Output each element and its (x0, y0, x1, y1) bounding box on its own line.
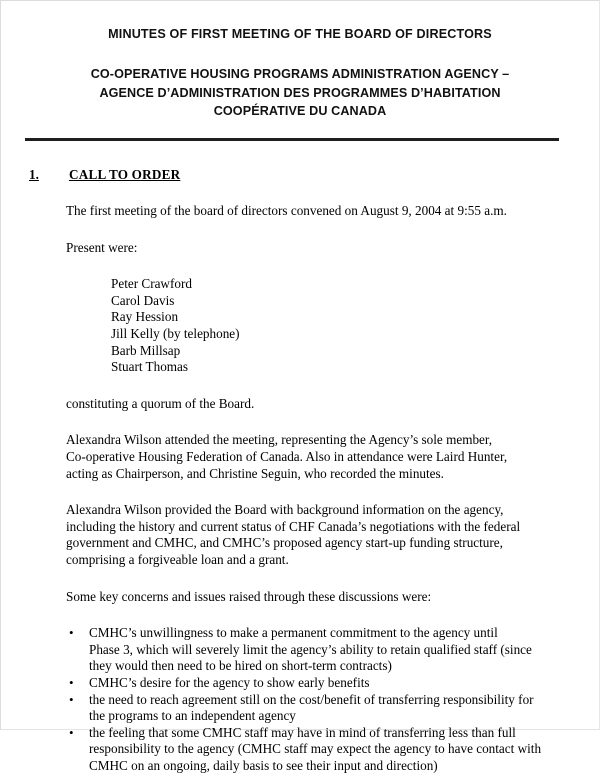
list-item-line: CMHC’s desire for the agency to show early benefits (89, 674, 370, 690)
list-item (1, 725, 599, 775)
bullet-icon: • (69, 691, 74, 707)
paragraph-attendance (1, 432, 599, 482)
paragraph-present-intro: Present were: (66, 239, 138, 255)
attendee-list (1, 276, 599, 376)
section-call-to-order (1, 167, 599, 184)
paragraph-attendance-line-3: acting as Chairperson, and Christine Seguin, who recorded the minutes. (66, 465, 444, 481)
paragraph-background-line-3: government and CMHC, and CMHC’s proposed agency start-up funding structure, (66, 535, 503, 551)
organization-title-line-2: AGENCE D’ADMINISTRATION DES PROGRAMMES D’HABITATION (99, 85, 501, 100)
paragraph-concerns-intro: Some key concerns and issues raised through these discussions were: (66, 588, 432, 604)
attendee-name: Barb Millsap (111, 342, 181, 358)
bullet-icon: • (69, 674, 74, 690)
paragraph-background-line-1: Alexandra Wilson provided the Board with background information on the agency, (66, 502, 504, 518)
bullet-icon: • (69, 724, 74, 740)
list-item-line: CMHC’s unwillingness to make a permanent commitment to the agency until (89, 625, 498, 641)
list-item-line: the feeling that some CMHC staff may have in mind of transferring less than full (89, 724, 516, 740)
list-item-line: the need to reach agreement still on the cost/benefit of transferring responsibility for (89, 691, 534, 707)
bullet-icon: • (69, 625, 74, 641)
document-title: MINUTES OF FIRST MEETING OF THE BOARD OF DIRECTORS (108, 27, 492, 41)
paragraph-attendance-line-2: Co-operative Housing Federation of Canada. Also in attendance were Laird Hunter, (66, 449, 508, 465)
organization-title-line-3: COOPÉRATIVE DU CANADA (213, 104, 387, 118)
list-item (1, 692, 599, 725)
list-item (1, 625, 599, 675)
attendee-name: Ray Hession (111, 309, 179, 325)
list-item-line: they would then need to be hired on short-term contracts) (89, 658, 392, 674)
paragraph-background-line-2: including the history and current status of CHF Canada’s negotiations with the federal (66, 518, 521, 534)
list-item-line: the programs to an independent agency (89, 708, 296, 724)
document-header (1, 1, 599, 121)
paragraph-convened: The first meeting of the board of directors convened on August 9, 2004 at 9:55 a.m. (66, 203, 507, 219)
concerns-list (1, 625, 599, 774)
section-title: CALL TO ORDER (69, 166, 181, 182)
organization-title-line-1: CO-OPERATIVE HOUSING PROGRAMS ADMINISTRATION AGENCY – (90, 67, 510, 81)
organization-title (1, 65, 599, 121)
paragraph-attendance-line-1: Alexandra Wilson attended the meeting, representing the Agency’s sole member, (66, 432, 493, 448)
paragraph-background-line-4: comprising a forgiveable loan and a grant. (66, 552, 289, 567)
document-body (1, 141, 599, 775)
list-item-line: CMHC on an ongoing, daily basis to see their input and direction) (89, 757, 438, 773)
list-item-line: Phase 3, which will severely limit the agency’s ability to retain qualified staff (since (89, 641, 532, 657)
paragraph-quorum: constituting a quorum of the Board. (66, 395, 255, 411)
list-item (1, 675, 599, 692)
list-item-line: responsibility to the agency (CMHC staff may expect the agency to have contact with (89, 741, 542, 757)
attendee-name: Carol Davis (111, 292, 175, 308)
attendee-name: Peter Crawford (111, 276, 192, 292)
paragraph-background (1, 502, 599, 568)
section-number: 1. (29, 166, 39, 182)
attendee-name: Stuart Thomas (111, 359, 189, 375)
attendee-name: Jill Kelly (by telephone) (111, 326, 240, 342)
